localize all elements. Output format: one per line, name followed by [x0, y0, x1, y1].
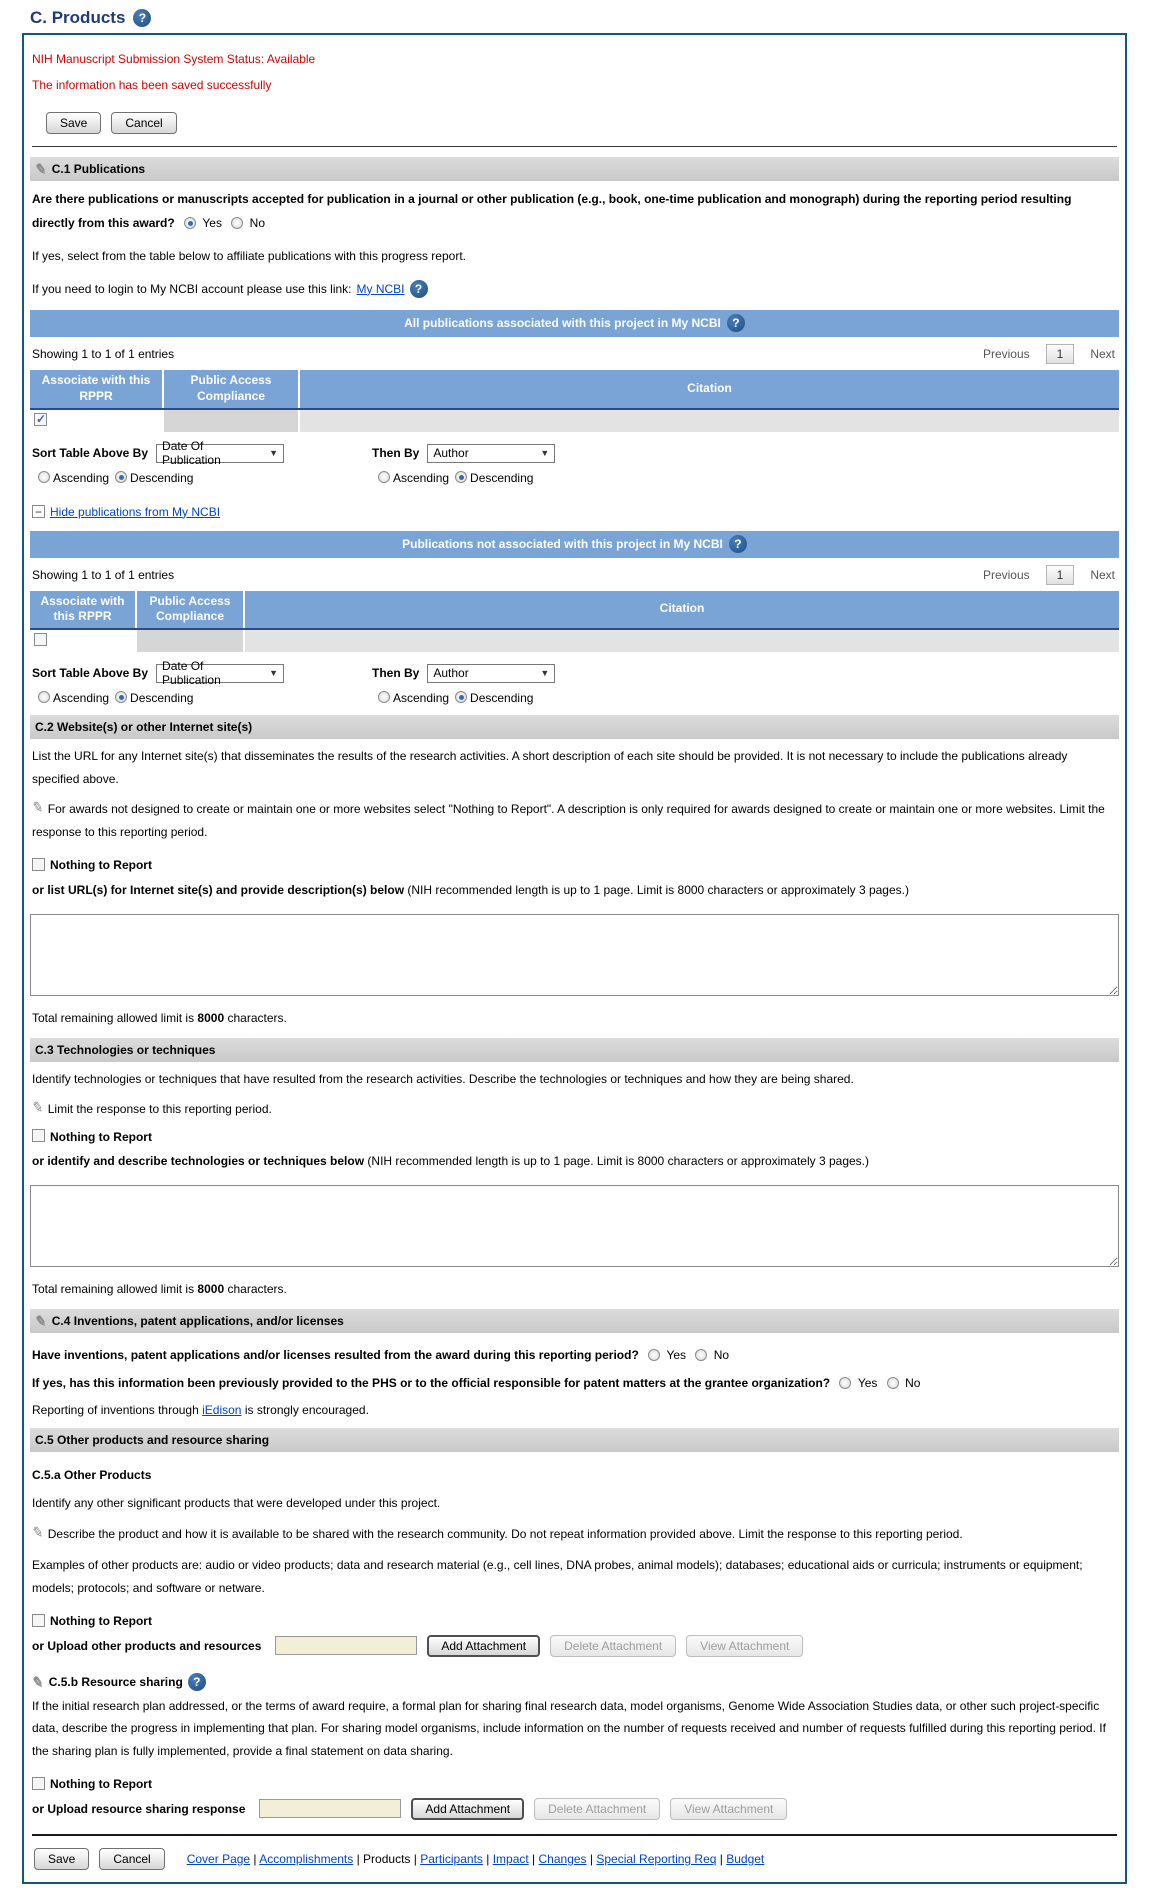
- c1-yes-label: Yes: [202, 215, 222, 230]
- page-number-button[interactable]: 1: [1046, 344, 1075, 364]
- c4-q2-yes-radio[interactable]: [839, 1377, 851, 1389]
- c3-nothing-label: Nothing to Report: [50, 1129, 152, 1144]
- help-icon[interactable]: ?: [727, 314, 745, 332]
- section-c5-title: C.5 Other products and resource sharing: [35, 1432, 270, 1447]
- then-descending-radio[interactable]: [455, 471, 467, 483]
- citation-cell: [244, 629, 1119, 652]
- edit-icon: ✎: [30, 1523, 46, 1542]
- c3-intro: Identify technologies or techniques that have resulted from the research activities. Describe the technologies or techniques and how they are being shared.: [32, 1071, 854, 1086]
- associated-publications-bar: [30, 310, 1119, 337]
- col-public-access: Public Access Compliance: [163, 370, 299, 408]
- c3-note-text: Limit the response to this reporting period.: [47, 1102, 272, 1117]
- section-nav: [187, 1852, 765, 1866]
- c5b-nothing-checkbox[interactable]: [32, 1777, 45, 1790]
- then-descending-label: Descending: [470, 690, 534, 705]
- c4-question2-text: If yes, has this information been previously provided to the PHS or to the official responsible for patent matters at the grantee organization?: [32, 1375, 831, 1390]
- c5a-intro: Identify any other significant products that were developed under this project.: [32, 1496, 441, 1511]
- c4-q1-no-label: No: [713, 1347, 730, 1362]
- sort-ascending-radio[interactable]: [38, 691, 50, 703]
- associated-publications-table: [30, 370, 1119, 431]
- c2-length-note: (NIH recommended length is up to 1 page. Limit is 8000 characters or approximately 3 pages.): [407, 882, 909, 897]
- then-by-select[interactable]: [427, 444, 555, 463]
- sort-descending-label: Descending: [130, 470, 194, 485]
- sort-by-label: Sort Table Above By: [32, 666, 149, 681]
- then-by-label: Then By: [372, 666, 420, 681]
- next-button[interactable]: Next: [1090, 347, 1115, 362]
- sort-descending-radio[interactable]: [115, 691, 127, 703]
- public-access-cell: [136, 629, 244, 652]
- c4-edison-suffix: is strongly encouraged.: [244, 1402, 369, 1417]
- c3-nothing-checkbox[interactable]: [32, 1129, 45, 1142]
- nav-cover-page[interactable]: Cover Page: [186, 1851, 251, 1866]
- c4-question1-row: [32, 1343, 1117, 1367]
- sort-controls-1: [32, 439, 1117, 487]
- save-button[interactable]: Save: [34, 1848, 89, 1870]
- c2-note-text: For awards not designed to create or maintain one or more websites select "Nothing to Report". A description is only required for awards designed to create or maintain one or more websites. Limit the response to this reporting period.: [32, 802, 1105, 840]
- c4-q1-yes-label: Yes: [666, 1347, 687, 1362]
- c2-remaining-prefix: Total remaining allowed limit is: [32, 1010, 195, 1025]
- c4-q2-yes-label: Yes: [857, 1375, 878, 1390]
- c5b-intro: If the initial research plan addressed, or the terms of award require, a formal plan for sharing final research data, model organisms, Genome Wide Association Studies data, or other such project-specific data, describe the progress in implementing that plan. For sharing model organisms, include information on the number of requests received and number of requests fulfilled during this reporting period. If the sharing plan is fully implemented, provide a final statement on data sharing.: [32, 1698, 1106, 1759]
- c5b-nothing-label: Nothing to Report: [50, 1777, 152, 1792]
- sort-descending-label: Descending: [130, 690, 194, 705]
- c5b-upload-label: or Upload resource sharing response: [32, 1801, 246, 1816]
- c5a-nothing-checkbox[interactable]: [32, 1614, 45, 1627]
- table-row: [30, 629, 1119, 652]
- c5a-title: C.5.a Other Products: [32, 1467, 152, 1482]
- page-title: [30, 8, 1149, 28]
- top-action-buttons: [46, 112, 1119, 134]
- chevron-down-icon: ▼: [540, 448, 550, 459]
- then-ascending-radio[interactable]: [378, 471, 390, 483]
- c2-or-label-row: [32, 879, 1117, 902]
- collapse-icon[interactable]: −: [32, 505, 45, 518]
- not-associated-publications-table: [30, 591, 1119, 652]
- c3-remaining-prefix: Total remaining allowed limit is: [32, 1281, 195, 1296]
- section-header-c1: [30, 157, 1119, 181]
- sort-by-value: Date Of Publication: [162, 659, 221, 688]
- c3-remaining-suffix: characters.: [227, 1281, 287, 1296]
- c5a-nothing-label: Nothing to Report: [50, 1614, 152, 1628]
- c5b-delete-attachment-button[interactable]: Delete Attachment: [534, 1798, 660, 1820]
- section-header-c2: [30, 715, 1119, 739]
- iedison-link[interactable]: iEdison: [202, 1402, 242, 1417]
- c3-technologies-textarea[interactable]: [30, 1185, 1119, 1267]
- products-form-container: [22, 33, 1127, 1884]
- c2-nothing-checkbox[interactable]: [32, 858, 45, 871]
- c4-question1-text: Have inventions, patent applications and/or licenses resulted from the award during this reporting period?: [32, 1347, 639, 1362]
- c5b-view-attachment-button[interactable]: View Attachment: [670, 1798, 787, 1820]
- cancel-button[interactable]: Cancel: [111, 112, 176, 134]
- c3-or-label: or identify and describe technologies or techniques below: [32, 1154, 365, 1169]
- c2-remaining-suffix: characters.: [227, 1010, 287, 1025]
- c2-or-label: or list URL(s) for Internet site(s) and provide description(s) below: [32, 882, 405, 897]
- chevron-down-icon: ▼: [269, 448, 279, 459]
- then-ascending-label: Ascending: [393, 690, 450, 705]
- section-c4-title: C.4 Inventions, patent applications, and/or licenses: [51, 1313, 344, 1328]
- col-citation: Citation: [244, 591, 1119, 629]
- then-by-value: Author: [433, 666, 469, 681]
- edit-icon: ✎: [30, 798, 46, 817]
- sort-by-select[interactable]: [156, 439, 284, 468]
- c2-intro: List the URL for any Internet site(s) that disseminates the results of the research activities. A short description of each site should be provided. It is not necessary to include the publications already specified above.: [32, 748, 1068, 786]
- not-associated-showing-entries: Showing 1 to 1 of 1 entries: [32, 567, 175, 582]
- help-icon[interactable]: ?: [133, 9, 151, 27]
- c5b-attachment-filename-input[interactable]: [259, 1799, 401, 1818]
- col-citation: Citation: [299, 370, 1119, 408]
- c3-remaining: [32, 1278, 1117, 1301]
- sort-ascending-radio[interactable]: [38, 471, 50, 483]
- edit-icon: ✎: [30, 1098, 46, 1117]
- citation-cell: [299, 409, 1119, 432]
- section-header-c3: [30, 1038, 1119, 1062]
- edit-icon: ✎: [33, 159, 49, 178]
- hide-publications-link[interactable]: Hide publications from My NCBI: [50, 504, 221, 519]
- sort-by-value: Date Of Publication: [162, 439, 221, 468]
- sort-controls-2: [32, 659, 1117, 707]
- section-c2-title: C.2 Website(s) or other Internet site(s): [35, 719, 253, 734]
- c2-websites-textarea[interactable]: [30, 914, 1119, 996]
- sort-ascending-label: Ascending: [53, 690, 110, 705]
- c2-nothing-row: [32, 858, 1117, 873]
- c5b-title-row: [32, 1673, 1117, 1691]
- nav-impact[interactable]: Impact: [492, 1851, 529, 1866]
- c4-q1-no-radio[interactable]: [695, 1349, 707, 1361]
- c5b-title-text: C.5.b Resource sharing: [48, 1674, 183, 1689]
- then-descending-label: Descending: [470, 470, 534, 485]
- cancel-button[interactable]: Cancel: [99, 1848, 164, 1870]
- nav-special-reporting-req[interactable]: Special Reporting Req: [596, 1851, 717, 1866]
- nav-participants[interactable]: Participants: [420, 1851, 483, 1866]
- nih-status-message: NIH Manuscript Submission System Status: Available: [32, 52, 316, 66]
- c1-no-radio[interactable]: [231, 217, 243, 229]
- c4-q2-no-label: No: [905, 1375, 921, 1390]
- sort-descending-radio[interactable]: [115, 471, 127, 483]
- c5a-attachment-row: [32, 1635, 1117, 1657]
- associated-pager: [983, 344, 1115, 364]
- divider: [32, 1834, 1117, 1836]
- nav-accomplishments[interactable]: Accomplishments: [259, 1851, 354, 1866]
- c1-ncbi-login-text: If you need to login to My NCBI account please use this link:: [32, 281, 352, 296]
- help-icon[interactable]: ?: [188, 1673, 206, 1691]
- c1-no-label: No: [249, 215, 265, 230]
- edit-icon: ✎: [33, 1311, 49, 1330]
- not-associated-table-info-row: [30, 558, 1119, 591]
- hide-publications-row: [32, 505, 1119, 519]
- table-row: [30, 409, 1119, 432]
- c5a-attachment-filename-input[interactable]: [275, 1636, 417, 1655]
- c5a-note: [32, 1523, 1117, 1546]
- help-icon[interactable]: ?: [729, 535, 747, 553]
- then-by-select[interactable]: [427, 664, 555, 683]
- saved-success-message: The information has been saved successfully: [32, 78, 272, 93]
- c4-q2-no-radio[interactable]: [887, 1377, 899, 1389]
- nav-products-current: Products: [363, 1851, 411, 1866]
- c1-affiliate-note: If yes, select from the table below to affiliate publications with this progress report.: [32, 248, 466, 263]
- save-button[interactable]: Save: [46, 112, 101, 134]
- c3-nothing-row: [32, 1129, 1117, 1144]
- c3-or-label-row: [32, 1150, 1117, 1173]
- sort-by-select[interactable]: [156, 659, 284, 688]
- associated-publications-title: All publications associated with this project in My NCBI: [404, 316, 721, 331]
- c4-edison-row: [32, 1399, 1117, 1422]
- next-button[interactable]: Next: [1090, 567, 1115, 582]
- c5b-attachment-row: [32, 1798, 1117, 1820]
- not-associated-pager: [983, 565, 1115, 585]
- c2-remaining-value: 8000: [197, 1010, 225, 1025]
- col-associate-rppr: Associate with this RPPR: [30, 370, 163, 408]
- not-associated-publications-title: Publications not associated with this project in My NCBI: [402, 536, 723, 551]
- then-ascending-radio[interactable]: [378, 691, 390, 703]
- sort-by-label: Sort Table Above By: [32, 446, 149, 461]
- associated-table-info-row: [30, 337, 1119, 370]
- c3-note: [32, 1098, 1117, 1121]
- section-header-c4: [30, 1309, 1119, 1333]
- c2-nothing-label: Nothing to Report: [50, 858, 152, 873]
- then-ascending-label: Ascending: [393, 470, 450, 485]
- c5a-examples: Examples of other products are: audio or video products; data and research material (e.g., cell lines, DNA probes, animal models); databases; educational aids or curricula; instruments or equipment; models; protocols; and software or netware.: [32, 1557, 1083, 1595]
- c5a-add-attachment-button[interactable]: Add Attachment: [427, 1635, 540, 1657]
- c3-remaining-value: 8000: [197, 1281, 225, 1296]
- c5a-view-attachment-button[interactable]: View Attachment: [686, 1635, 803, 1657]
- c2-note: [32, 798, 1117, 844]
- edit-icon: ✎: [30, 1672, 46, 1691]
- c5a-delete-attachment-button[interactable]: Delete Attachment: [550, 1635, 676, 1657]
- c5a-nothing-row: [32, 1614, 1117, 1629]
- section-c3-title: C.3 Technologies or techniques: [35, 1042, 216, 1057]
- c4-edison-prefix: Reporting of inventions through: [32, 1402, 199, 1417]
- page-number-button[interactable]: 1: [1046, 565, 1075, 585]
- not-associated-publications-bar: [30, 531, 1119, 558]
- c4-question2-row: [32, 1371, 1117, 1395]
- previous-button[interactable]: Previous: [982, 567, 1030, 582]
- then-descending-radio[interactable]: [455, 691, 467, 703]
- c1-question-text: Are there publications or manuscripts accepted for publication in a journal or other publication (e.g., book, one-time publication and monograph) during the reporting period resulting directly from this award?: [32, 191, 1072, 230]
- sort-ascending-label: Ascending: [53, 470, 110, 485]
- chevron-down-icon: ▼: [269, 668, 279, 679]
- nav-changes[interactable]: Changes: [538, 1851, 587, 1866]
- c5a-upload-label: or Upload other products and resources: [32, 1638, 262, 1653]
- footer-actions: [34, 1848, 1119, 1870]
- associate-rppr-checkbox[interactable]: [34, 633, 47, 646]
- section-c1-title: C.1 Publications: [51, 161, 146, 176]
- page-title-text: C. Products: [30, 8, 126, 27]
- c5b-nothing-row: [32, 1777, 1117, 1792]
- associated-showing-entries: Showing 1 to 1 of 1 entries: [32, 347, 175, 362]
- previous-button[interactable]: Previous: [982, 347, 1030, 362]
- chevron-down-icon: ▼: [540, 668, 550, 679]
- c4-q1-yes-radio[interactable]: [648, 1349, 660, 1361]
- c2-remaining: [32, 1007, 1117, 1030]
- c3-length-note: (NIH recommended length is up to 1 page. Limit is 8000 characters or approximately 3 pages.): [367, 1154, 869, 1169]
- divider: [32, 146, 1117, 147]
- col-public-access: Public Access Compliance: [136, 591, 244, 629]
- then-by-value: Author: [433, 446, 469, 461]
- section-header-c5: [30, 1428, 1119, 1452]
- my-ncbi-link[interactable]: My NCBI: [356, 281, 405, 296]
- help-icon[interactable]: ?: [410, 280, 428, 298]
- nav-budget[interactable]: Budget: [726, 1851, 765, 1866]
- col-associate-rppr: Associate with this RPPR: [30, 591, 136, 629]
- associate-rppr-checkbox[interactable]: [34, 413, 47, 426]
- public-access-cell: [163, 409, 299, 432]
- c5b-add-attachment-button[interactable]: Add Attachment: [411, 1798, 524, 1820]
- c1-yes-radio[interactable]: [184, 217, 196, 229]
- c5a-note-text: Describe the product and how it is available to be shared with the research community. Do not repeat information provided above. Limit the response to this reporting period.: [47, 1527, 963, 1542]
- c1-ncbi-login-row: [32, 278, 1117, 301]
- c1-question-row: [32, 187, 1117, 235]
- then-by-label: Then By: [372, 446, 420, 461]
